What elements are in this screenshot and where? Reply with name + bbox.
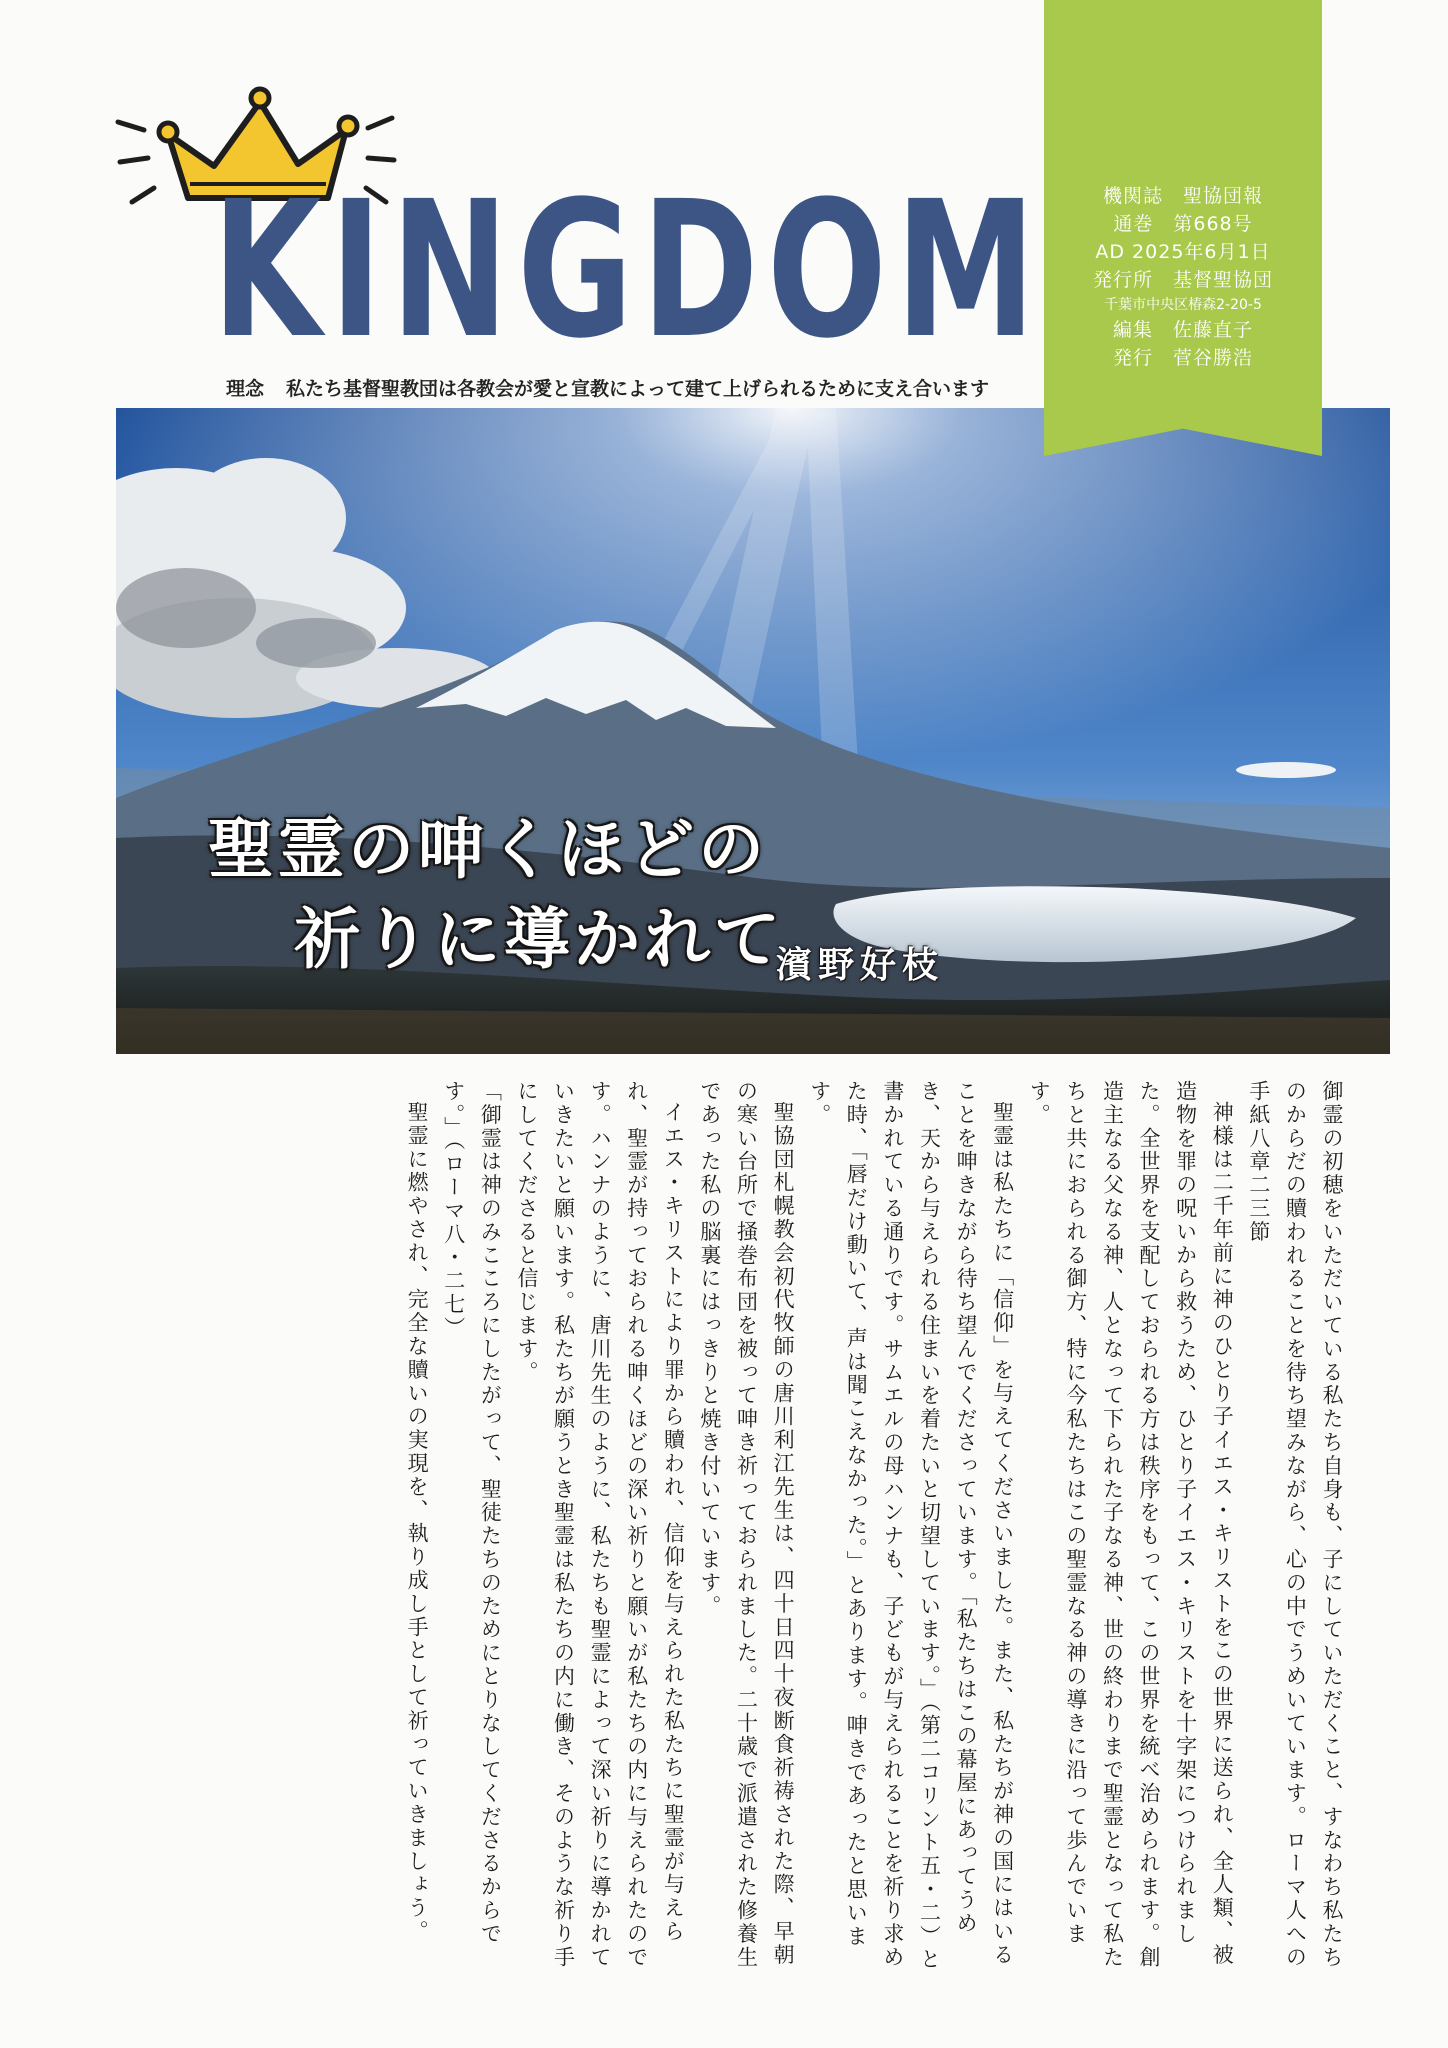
hero-photo: [116, 408, 1390, 1054]
info-issuer: 発行 菅谷勝浩: [1112, 347, 1253, 369]
body-paragraph: イエス・キリストにより罪から贖われ、信仰を与えられた私たちに聖霊が与えられ、聖霊が持っておられる呻くほどの深い祈りと願いが私たちの内に与えられたのです。ハンナのように、唐川先生のように、私たちも聖霊によって深い祈りに導かれていきたいと願います。私たちが願うとき聖霊は私たちの内に働き、そのような祈り手にしてくださると信じます。: [514, 1080, 686, 1970]
title-line-1: 聖霊の呻くほどの: [208, 810, 768, 888]
article-body: [190, 1080, 1350, 1980]
publication-info: [1044, 182, 1322, 372]
body-paragraph: 聖霊は私たちに「信仰」を与えてくださいました。また、私たちが神の国にはいることを呻きながら待ち望んでくださっています。「私たちはこの幕屋にあってうめき、天から与えられる住まいを着たいと切望しています。」（第二コリント五・二）と書かれている通りです。サムエルの母ハンナも、子どもが与えられることを祈り求めた時、「唇だけ動いて、声は聞こえなかった。」とあります。呻きであったと思います。: [807, 1080, 1015, 1972]
info-editor: 編集 佐藤直子: [1112, 319, 1253, 341]
info-issue: 通巻 第668号: [1113, 213, 1253, 235]
closing-paragraph: 聖霊に燃やされ、完全な贖いの実現を、執り成し手として祈っていきましょう。: [405, 1101, 430, 1944]
article-title: [208, 804, 784, 984]
masthead-logo: KINGDOM: [212, 160, 1045, 380]
author-name: 濱野好枝: [776, 944, 945, 986]
title-line-2: 祈りに導かれて: [294, 900, 784, 978]
scripture-quote: 御霊の初穂をいただいている私たち自身も、子にしていただくこと、すなわち私たちのからだの贖われることを待ち望みながら、心の中でうめいています。ローマ人への手紙八章二三節: [1246, 1080, 1344, 1970]
info-date: AD 2025年6月1日: [1095, 241, 1271, 263]
body-paragraph: 聖協団札幌教会初代牧師の唐川利江先生は、四十日四十夜断食祈祷された際、早朝の寒い台所で掻巻布団を被って呻き祈っておられました。二十歳で派遣された修養生であった私の脳裏にはっきりと焼き付いています。: [697, 1080, 796, 1970]
motto-line: [226, 374, 1056, 401]
info-address: 千葉市中央区椿森2-20-5: [1104, 297, 1262, 313]
body-paragraph: 神様は二千年前に神のひとり子イエス・キリストをこの世界に送られ、全人類、被造物を罪の呪いから救うため、ひとり子イエス・キリストを十字架につけられました。全世界を支配しておられる方は秩序をもって、この世界を統べ治められます。創造主なる父なる神、人となって下られた子なる神、世の終わりまで聖霊となって私たちと共におられる御方、特に今私たちはこの聖霊なる神の導きに沿って歩んでいます。: [1027, 1080, 1235, 1970]
motto-text: 私たち基督聖教団は各教会が愛と宣教によって建て上げられるために支え合います: [286, 378, 990, 400]
info-publisher: 発行所 基督聖協団: [1092, 269, 1273, 291]
closing-quote: 「御霊は神のみこころにしたがって、聖徒たちのためにとりなしてくださるからです。」（ローマ八・二七）: [441, 1080, 503, 1946]
info-magazine: 機関誌 聖協団報: [1102, 185, 1263, 207]
motto-label: 理念: [226, 378, 265, 400]
